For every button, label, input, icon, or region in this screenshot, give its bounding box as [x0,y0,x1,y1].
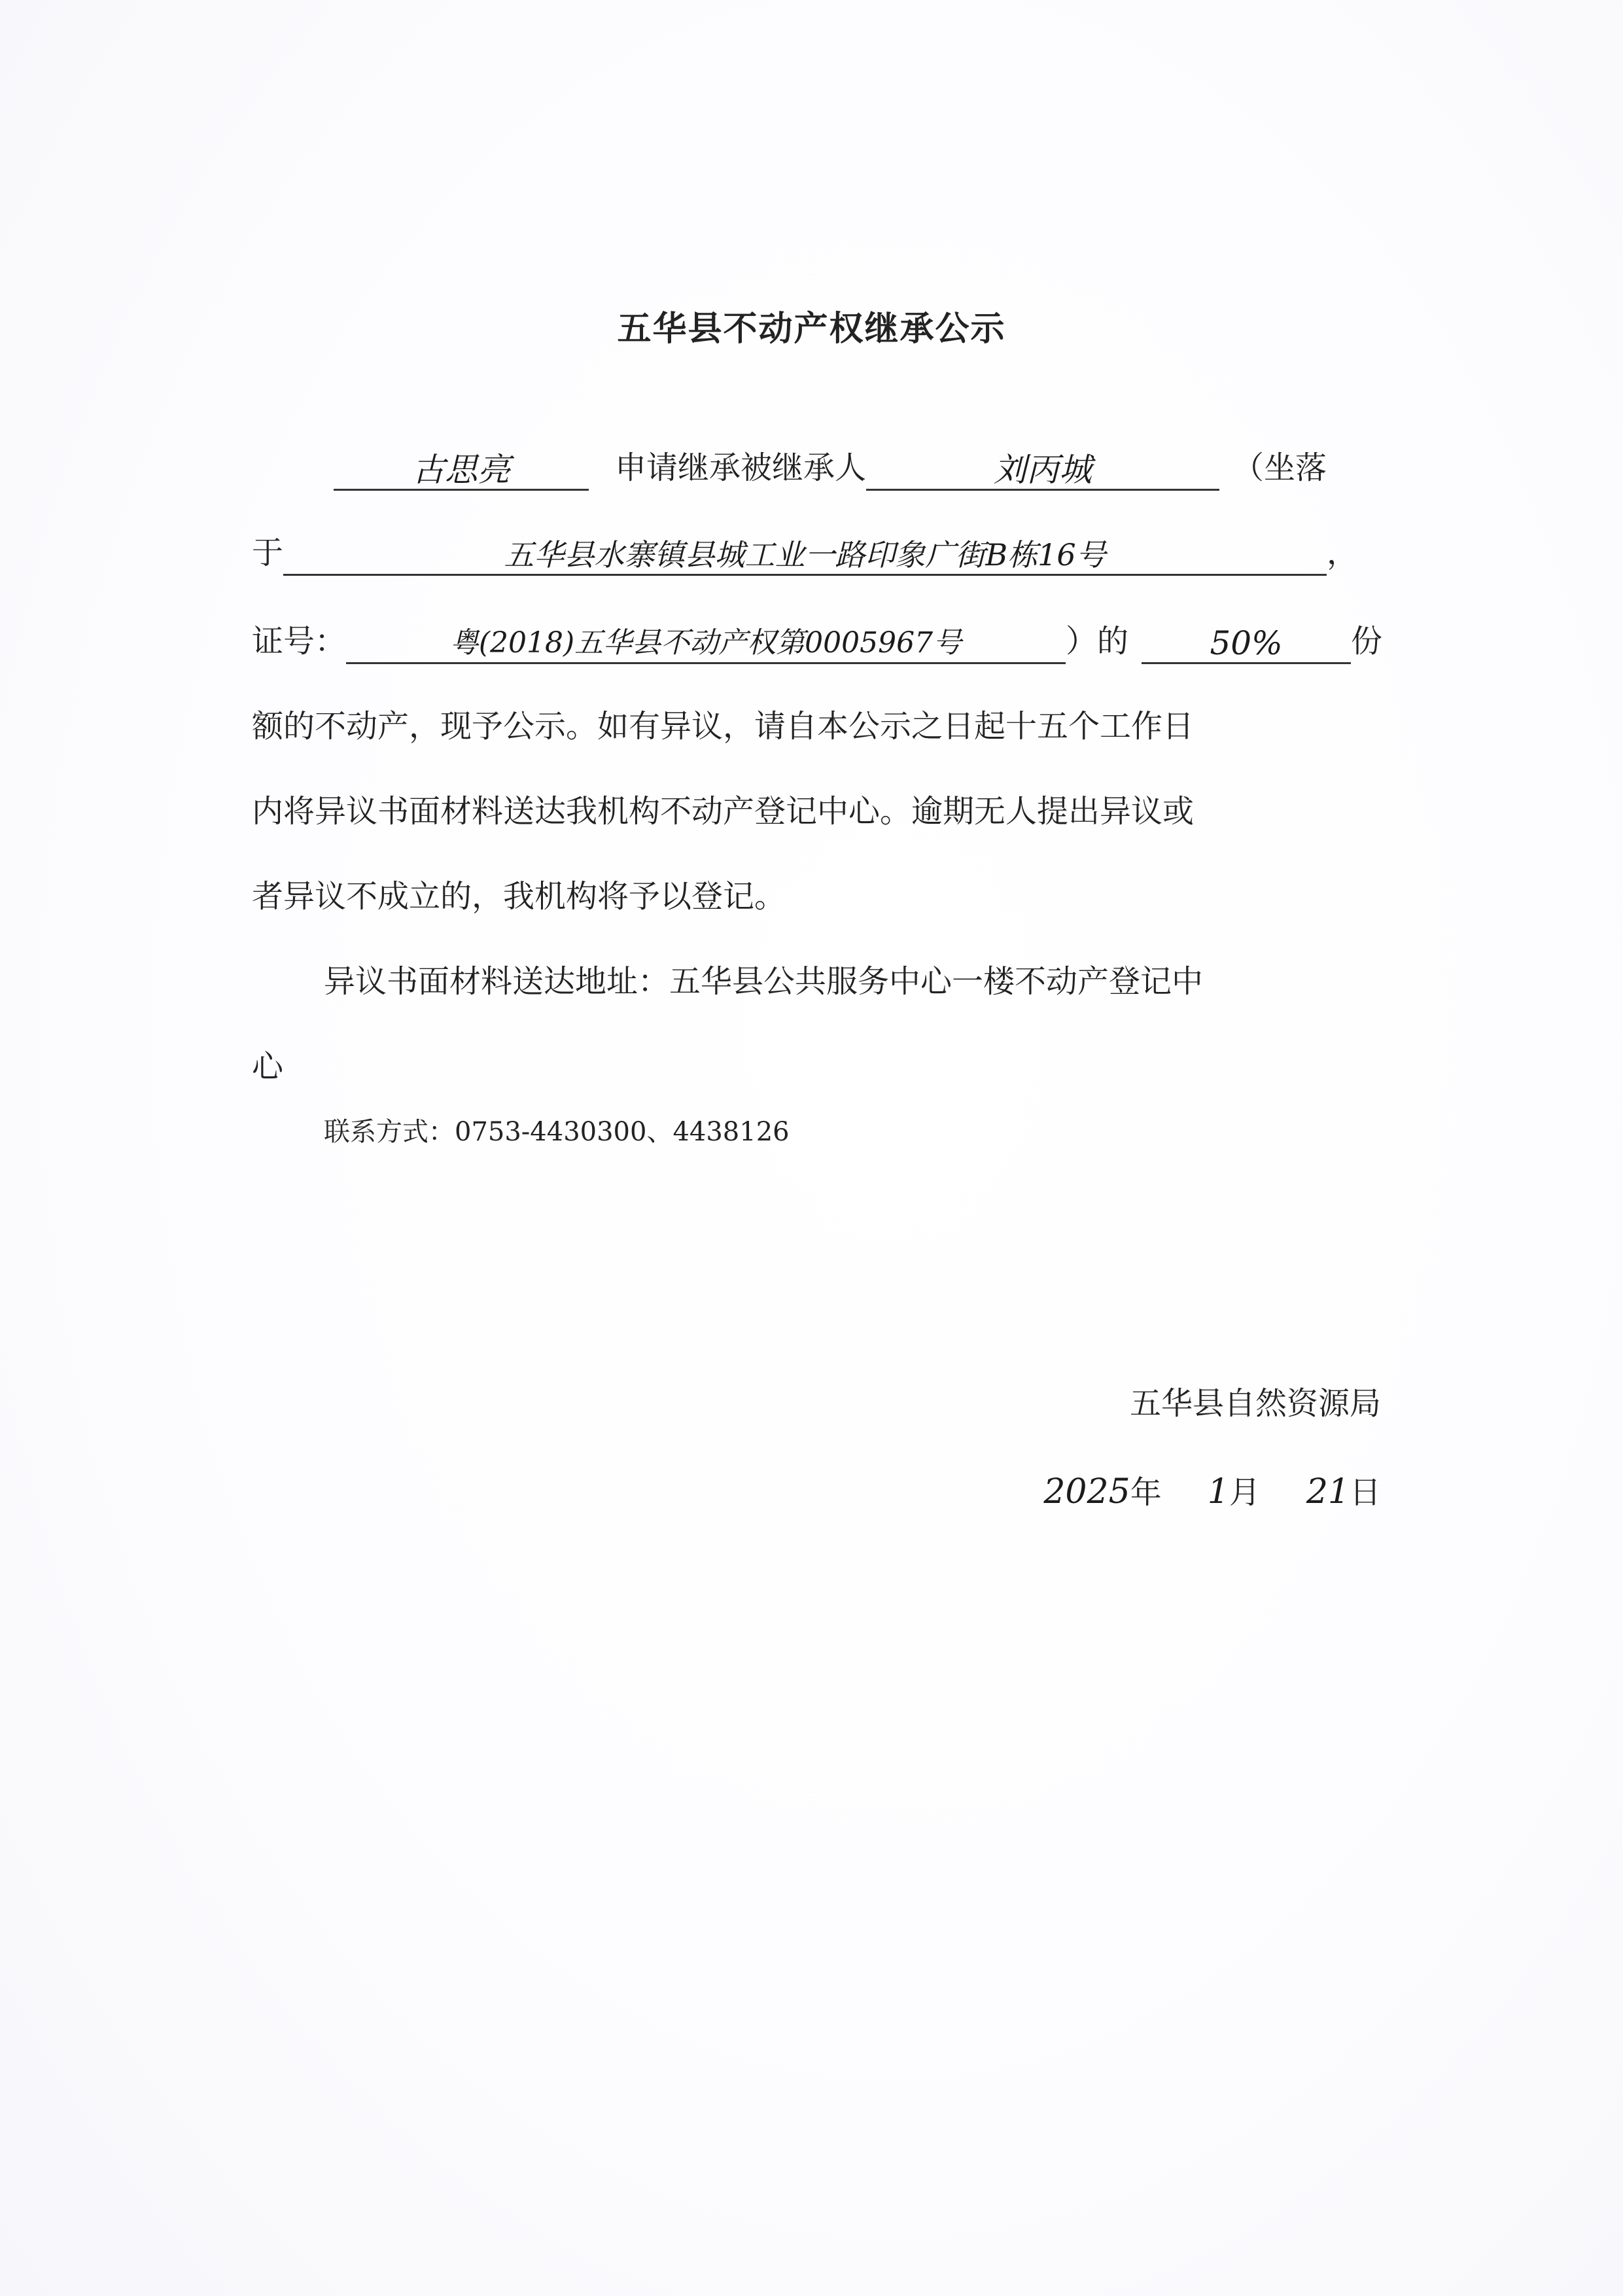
date-year: 2025 [1043,1472,1130,1511]
share-percentage: 50% [1142,624,1351,664]
notice-line-3 [252,618,1382,664]
share-unit-text: 份 [1351,623,1383,660]
document-title: 五华县不动产权继承公示 [617,309,1006,349]
issue-date [1043,1469,1381,1515]
property-address: 五华县水寨镇县城工业一路印象广街B栋16号 [283,536,1327,576]
date-day-char: 日 [1349,1474,1381,1511]
at-text: 于 [252,535,284,571]
notice-line-2 [252,530,1358,576]
objection-address-line-2: 心 [252,1048,284,1085]
notice-line-1 [334,445,1327,491]
located-text: （坐落 [1232,450,1327,486]
notice-line-6: 者异议不成立的，我机构将予以登记。 [252,878,786,915]
certificate-number: 粤(2018)五华县不动产权第0005967号 [346,624,1066,664]
deceased-name: 刘丙城 [866,451,1219,491]
date-year-char: 年 [1130,1474,1162,1511]
cert-close-text: ）的 [1066,623,1129,660]
cert-label: 证号： [252,623,347,660]
date-day: 21 [1306,1472,1350,1511]
date-month: 1 [1207,1472,1229,1511]
contact-info: 联系方式：0753-4430300、4438126 [324,1117,790,1147]
notice-line-5: 内将异议书面材料送达我机构不动产登记中心。逾期无人提出异议或 [252,793,1195,830]
apply-text: 申请继承被继承人 [615,450,867,486]
date-month-char: 月 [1229,1474,1261,1511]
address-comma: ， [1327,535,1359,571]
issuing-authority: 五华县自然资源局 [1129,1385,1381,1422]
notice-line-4: 额的不动产，现予公示。如有异议，请自本公示之日起十五个工作日 [252,708,1195,745]
objection-address-line-1: 异议书面材料送达地址：五华县公共服务中心一楼不动产登记中 [324,963,1204,1000]
applicant-name: 古思亮 [334,451,589,491]
